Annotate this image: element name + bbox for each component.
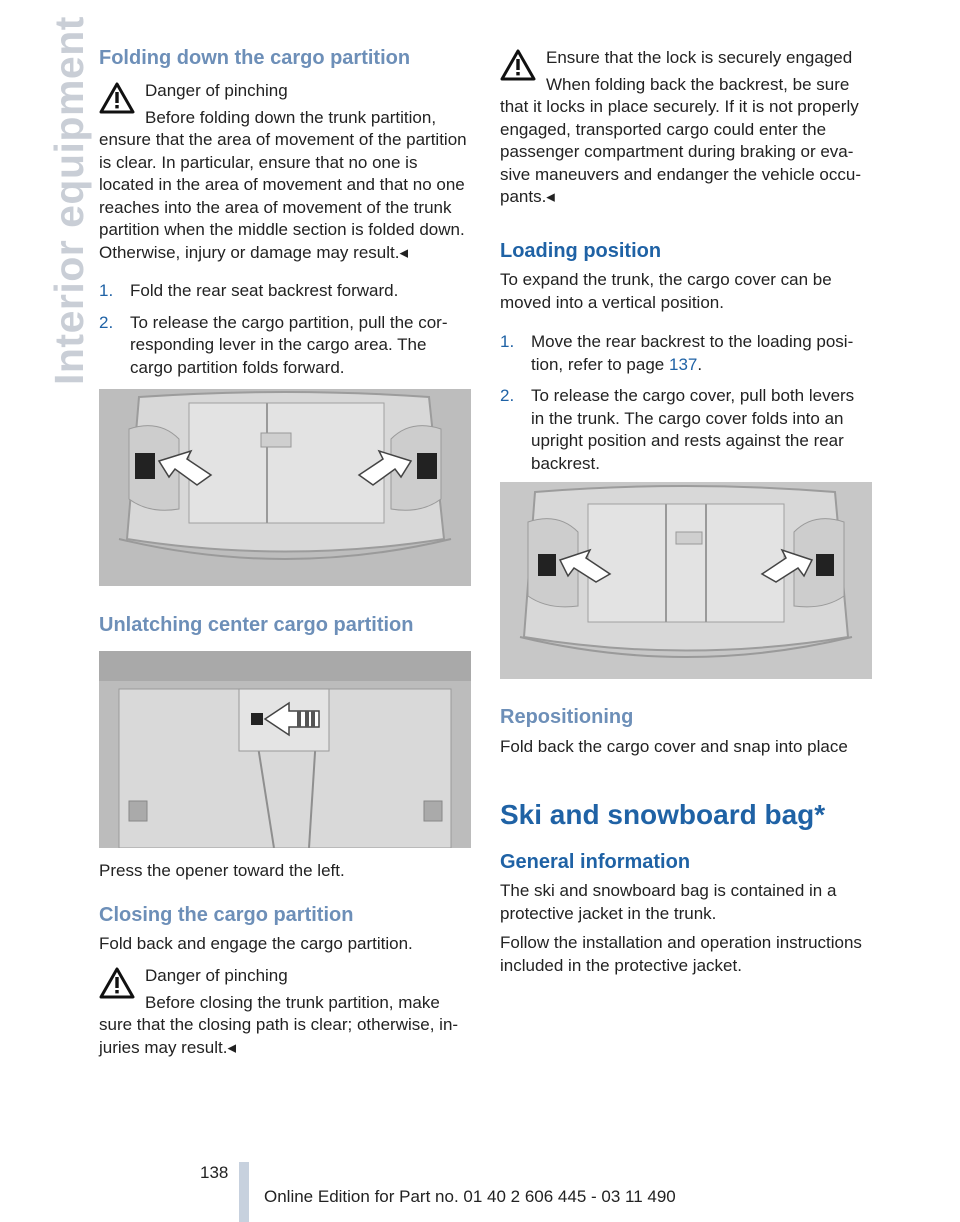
center-opener-image (99, 651, 471, 848)
warning-pinching-1 (99, 80, 471, 264)
warning-1-title: Danger of pinching (145, 81, 288, 100)
general-info-text-2: Follow the installation and operation instructions included in the protective jacket. (500, 933, 862, 975)
warning-3-body: When folding back the backrest, be sure that it locks in place securely. If it is not properly engaged, transported cargo could enter the passenger compartment during braking or evasive maneuvers and endanger the vehicle occupants.◂ (500, 74, 862, 206)
heading-general-information: General information (500, 851, 691, 873)
page-number: 138 (200, 1163, 229, 1182)
step-text-end: . (697, 354, 703, 374)
warning-triangle-icon (99, 967, 135, 999)
folding-steps (99, 280, 471, 388)
heading-closing: Closing the cargo partition (99, 904, 354, 926)
step-number: 1. (99, 281, 114, 300)
page-reference-link[interactable]: 137 (668, 354, 698, 374)
warning-pinching-2 (99, 965, 471, 1059)
closing-instruction: Fold back and engage the cargo partition. (99, 934, 413, 953)
side-section-label: Interior equipment (46, 16, 92, 385)
loading-steps (500, 331, 872, 484)
warning-triangle-icon (500, 49, 536, 81)
step-1 (500, 331, 872, 376)
trunk-partition-levers-image (99, 389, 471, 586)
step-1 (99, 280, 471, 303)
warning-triangle-icon (99, 82, 135, 114)
warning-2-title: Danger of pinching (145, 966, 288, 985)
heading-unlatching: Unlatching center cargo partition (99, 614, 414, 636)
step-text: Move the rear backrest to the loading position, refer to page (531, 332, 854, 374)
cargo-cover-levers-image (500, 482, 872, 679)
step-number: 2. (500, 386, 515, 405)
warning-2-body: Before closing the trunk partition, make sure that the closing path is clear; otherwise, injuries may result.◂ (99, 992, 459, 1057)
online-edition-note: Online Edition for Part no. 01 40 2 606 445 - 03 11 490 (264, 1187, 676, 1206)
warning-1-body: Before folding down the trunk partition, ensure that the area of movement of the partition is clear. In particular, ensure that no one is located in the area of movement and that no one reaches into the area of movement of the trunk partition when the middle section is folded down. Otherwise, injury or damage may result.◂ (99, 107, 467, 262)
warning-3-title: Ensure that the lock is securely engaged (546, 48, 853, 67)
side-section-tab (0, 16, 92, 400)
loading-intro: To expand the trunk, the cargo cover can be moved into a vertical position. (500, 270, 832, 312)
step-text: To release the cargo cover, pull both levers in the trunk. The cargo cover folds into an upright position and rests against the rear backrest. (531, 386, 855, 473)
general-info-text-1: The ski and snowboard bag is contained in a protective jacket in the trunk. (500, 881, 837, 923)
heading-loading-position: Loading position (500, 240, 662, 262)
step-2 (99, 312, 471, 380)
heading-ski-snowboard-bag: Ski and snowboard bag* (500, 799, 826, 830)
repositioning-text: Fold back the cargo cover and snap into place (500, 737, 848, 756)
step-text: To release the cargo partition, pull the corresponding lever in the cargo area. The cargo partition folds forward. (130, 312, 448, 377)
step-number: 2. (99, 312, 114, 332)
heading-repositioning: Repositioning (500, 706, 634, 728)
step-2 (500, 385, 872, 475)
step-text: Fold the rear seat backrest forward. (130, 281, 399, 300)
step-number: 1. (500, 332, 515, 351)
opener-instruction: Press the opener toward the left. (99, 861, 345, 880)
warning-lock-engaged (500, 47, 872, 209)
heading-folding-down: Folding down the cargo partition (99, 47, 411, 69)
footer-divider (239, 1162, 249, 1222)
